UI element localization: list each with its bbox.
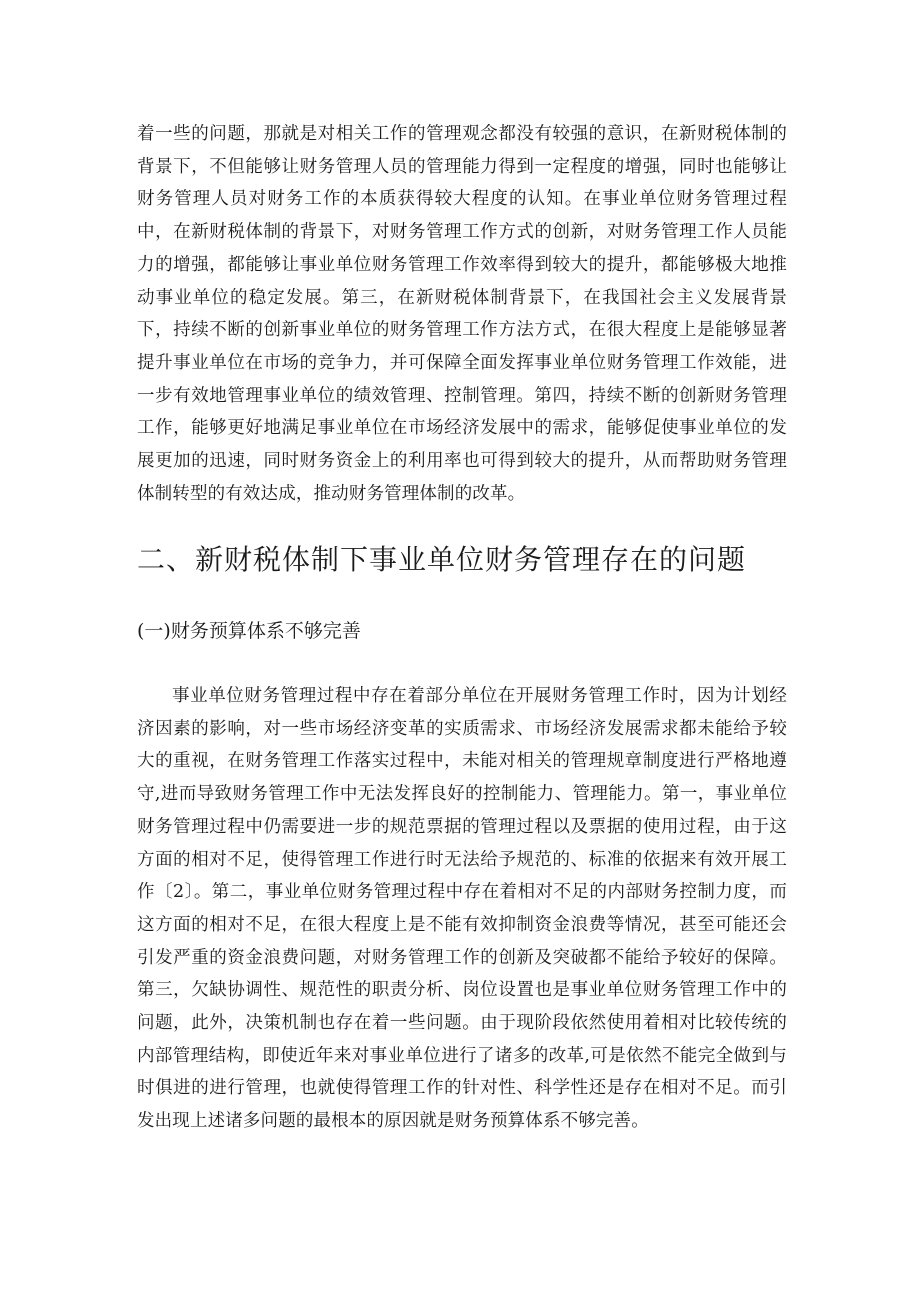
subsection-heading: (一)财务预算体系不够完善 — [137, 620, 361, 642]
body-paragraph-1: 着一些的问题，那就是对相关工作的管理观念都没有较强的意识，在新财税体制的背景下，不但能够让财务管理人员的管理能力得到一定程度的增强，同时也能够让财务管理人员对财务工作的本质获得较大程度的认知。在事业单位财务管理过程中，在新财税体制的背景下，对财务管理工作方式的创新，对财务管理工作人员能力的增强，都能够让事业单位财务管理工作效率得到较大的提升，都能够极大地推动事业单位的稳定发展。第三，在新财税体制背景下，在我国社会主义发展背景下，持续不断的创新事业单位的财务管理工作方法方式，在很大程度上是能够显著提升事业单位在市场的竞争力，并可保障全面发挥事业单位财务管理工作效能，进一步有效地管理事业单位的绩效管理、控制管理。第四，持续不断的创新财务管理工作，能够更好地满足事业单位在市场经济发展中的需求，能够促使事业单位的发展更加的迅速，同时财务资金上的利用率也可得到较大的提升，从而帮助财务管理体制转型的有效达成，推动财务管理体制的改革。 — [137, 124, 787, 504]
body-paragraph-2: 事业单位财务管理过程中存在着部分单位在开展财务管理工作时，因为计划经济因素的影响，对一些市场经济变革的实质需求、市场经济发展需求都未能给予较大的重视，在财务管理工作落实过程中，未能对相关的管理规章制度进行严格地遵守,进而导致财务管理工作中无法发挥良好的控制能力、管理能力。第一，事业单位财务管理过程中仍需要进一步的规范票据的管理过程以及票据的使用过程，由于这方面的相对不足，使得管理工作进行时无法给予规范的、标准的依据来有效开展工作〔2〕。第二，事业单位财务管理过程中存在着相对不足的内部财务控制力度，而这方面的相对不足，在很大程度上是不能有效抑制资金浪费等情况，甚至可能还会引发严重的资金浪费问题，对财务管理工作的创新及突破都不能给予较好的保障。第三，欠缺协调性、规范性的职责分析、岗位设置也是事业单位财务管理工作中的问题，此外，决策机制也存在着一些问题。由于现阶段依然使用着相对比较传统的内部管理结构，即使近年来对事业单位进行了诸多的改革,可是依然不能完全做到与时俱进的进行管理，也就使得管理工作的针对性、科学性还是存在相对不足。而引发出现上述诸多问题的最根本的原因就是财务预算体系不够完善。 — [137, 686, 787, 1132]
section-heading: 二、新财税体制下事业单位财务管理存在的问题 — [137, 543, 747, 576]
